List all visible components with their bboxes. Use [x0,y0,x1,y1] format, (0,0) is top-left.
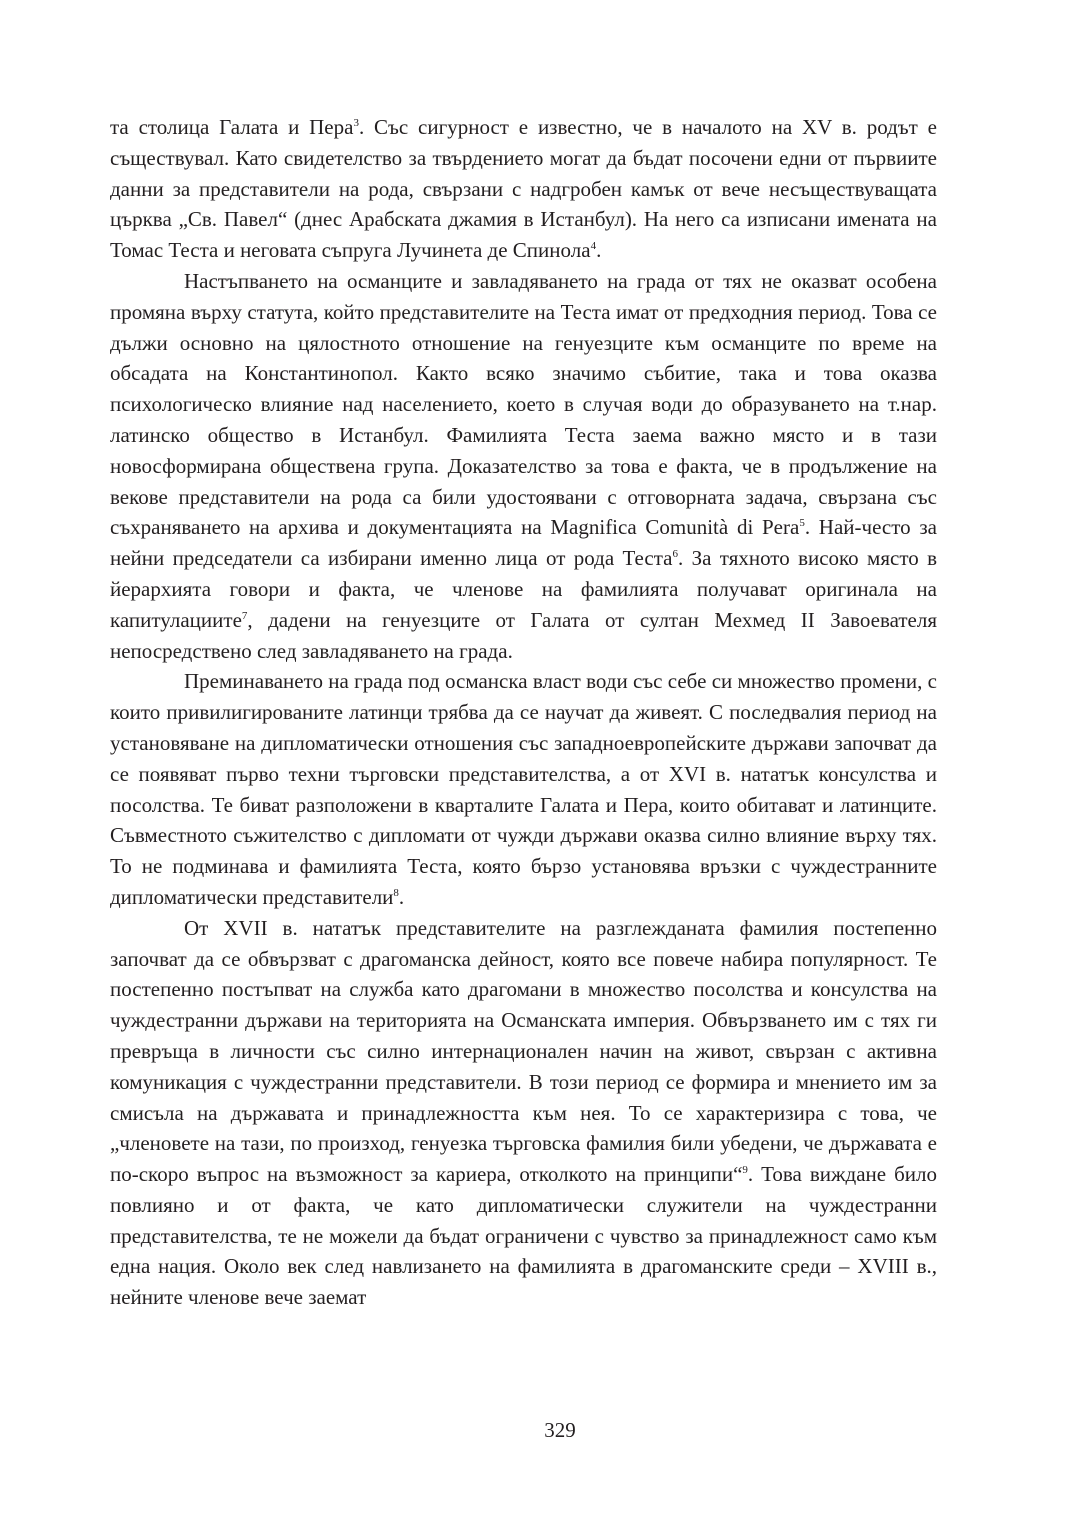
paragraph-1 [110,112,937,266]
paragraph-1-text-1: та столица Галата и Пера [110,115,354,139]
footnote-ref-5[interactable]: 5 [799,517,805,530]
page-body [110,112,937,1313]
paragraph-1-text-3: . [596,238,602,263]
footnote-ref-8[interactable]: 8 [393,886,399,899]
paragraph-2-text-3: . За тяхното високо място в йерархията говори и факта, че членове на фамилията получават оригинала на капитулациите [110,546,937,632]
paragraph-4-text-1: От XVII в. нататък представителите на разглежданата фамилия постепенно започват да се обвързват с драгоманска дейност, която все повече набира популярност. Те постепенно постъпват на служба като драгомани в множество посолства и консулства на чуждестранни държави на територията на Османската империя. Обвързването им с тях ги превръща в личности със силно интернационален начин на живот, свързан с активна комуникация с чуждестранни представители. В този период се формира и мнението им за смисъла на държавата и принадлежността към нея. То се характеризира с това, че „членовете на тази, по произход, генуезка търговска фамилия били убедени, че държавата е по-скоро въпрос на възможност за кариера, отколкото на принципи“ [110,915,937,1187]
paragraph-2-text-2: . Най-често за нейни председатели са избирани именно лица от рода Теста [110,515,937,571]
paragraph-2 [110,266,937,666]
paragraph-2-text-1: Настъпването на османците и завладяването на града от тях не оказват особена промяна върху статута, който представителите на Теста имат от предходния период. Това се дължи основно на цялостното отношение на генуезците към османците по време на обсадата на Константинопол. Както всяко значимо събитие, така и това оказва психологическо влияние над населението, което в случая води до образуването на т.нар. латинско общество в Истанбул. Фамилията Теста заема важно място и в тази новосформирана обществена група. Доказателство за това е факта, че в продължение на векове представители на рода са били удостоявани с отговорната задача, свързана със съхраняването на архива и документацията на Magnifica Comunità di Pera [110,268,937,540]
page-number: 329 [544,1418,576,1442]
paragraph-2-text-4: , дадени на генуезците от Галата от султан Мехмед II Завоевателя непосредствено след завладяването на града. [110,607,937,663]
footnote-ref-6[interactable]: 6 [672,548,678,561]
footnote-ref-4[interactable]: 4 [590,240,597,253]
paragraph-4 [110,913,937,1313]
paragraph-1-text-2: . Със сигурност е известно, че в началото на XV в. родът е съществувал. Като свидетелство за твърдението могат да бъдат посочени едни от първиите данни за представители на рода, свързани с надгробен камък от вече несъществуващата църква „Св. Павел“ (днес Арабската джамия в Истанбул). На него са изписани имената на Томас Теста и неговата съпруга Лучинета де Спинола [110,115,937,263]
paragraph-3-text-2: . [398,884,405,909]
footnote-ref-3[interactable]: 3 [353,117,359,129]
footnote-ref-7[interactable]: 7 [241,609,248,622]
paragraph-4-text-2: . Това виждане било повлияно и от факта, че като дипломатически служители на чуждестранни представителства, те не можели да бъдат ограничени с чувство за принадлежност само към една нация. Около век след навлизането на фамилията в драгоманските среди – XVIII в., нейните членове вече заемат [110,1162,937,1310]
paragraph-3 [110,666,937,912]
footnote-ref-9[interactable]: 9 [742,1164,748,1177]
paragraph-3-text-1: Преминаването на града под османска власт води със себе си множество промени, с които привилигированите латинци трябва да се научат да живеят. С последвалия период на установяване на дипломатически отношения със западноевропейските държави започват да се появяват първо техни търговски представителства, а от XVI в. нататък консулства и посолства. Те биват разположени в кварталите Галата и Пера, които обитават и латинците. Съвместното съжителство с дипломати от чужди държави оказва силно влияние върху тях. То не подминава и фамилията Теста, която бързо установява връзки с чуждестранните дипломатически представители [110,669,937,909]
